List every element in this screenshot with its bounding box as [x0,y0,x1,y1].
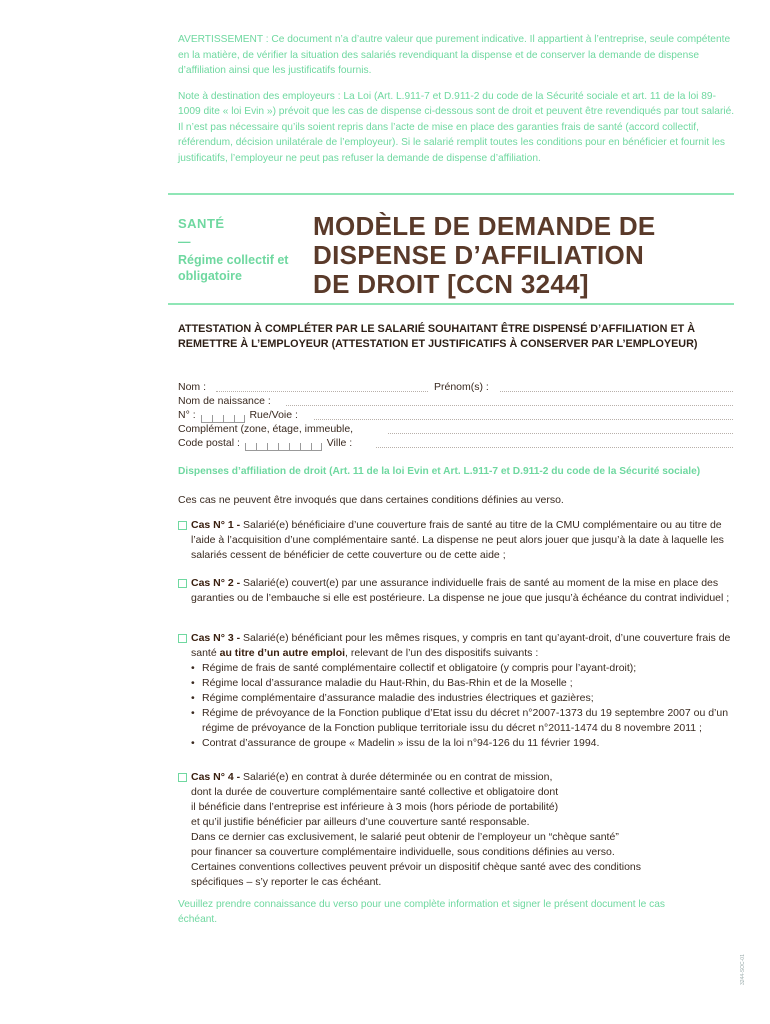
warning-block [178,32,738,176]
case-4-line: pour financer sa couverture complémentaire individuelle, sous conditions définies au verso. [191,846,615,858]
form-row-address [178,408,733,422]
dispenses-title: Dispenses d’affiliation de droit (Art. 11 de la loi Evin et Art. L.911-7 et D.911-2 du code de la Sécurité sociale) [178,466,701,477]
case-4-line: Salarié(e) en contrat à durée déterminée ou en contrat de mission, [240,771,553,783]
ville-field[interactable] [376,447,733,448]
dispenses-subtitle: Ces cas ne peuvent être invoqués que dans certaines conditions définies au verso. [178,494,564,506]
title-line-2: DISPENSE D’AFFILIATION [313,240,645,270]
case-2-label: Cas N° 2 - [191,577,241,589]
numero-boxes[interactable] [201,413,245,422]
case-4-line: dont la durée de couverture complémentaire santé collective et obligatoire dont [191,786,559,798]
case-3 [178,631,736,751]
prenom-label: Prénom(s) : [434,381,489,393]
case-4-line: Certaines conventions collectives peuvent prévoir un dispositif chèque santé avec des conditions [191,861,642,873]
category-dash: — [178,235,191,249]
employer-note-paragraph: Note à destination des employeurs : La Loi (Art. L.911-7 et D.911-2 du code de la Sécurité sociale et art. 11 de la loi 89-1009 dite « loi Evin ») prévoit que les cas de dispense ci-dessous sont de droit et peuvent être revendiqués par tout salarié. Il n’est pas nécessaire qu’ils soient repris dans l’acte de mise en place des garanties frais de santé (accord collectif, référendum, décision unilatérale de l’employeur). Si le salarié remplit toutes les conditions pour en bénéficier et fournit les justificatifs, l’employeur ne peut pas refuser la demande de dispense d’affiliation. [178,90,735,164]
code-postal-boxes[interactable] [245,441,322,450]
category-sidebar [178,216,303,284]
warning-paragraph: AVERTISSEMENT : Ce document n’a d’autre valeur que purement indicative. Il appartient à l’entreprise, seule compétente en la matière, de vérifier la situation des salariés revendiquant la dispense et de conserver la demande de dispense d’affiliation ainsi que les justificatifs fournis. [178,34,731,76]
case-1-checkbox[interactable] [178,521,187,530]
case-3-item: • Régime local d’assurance maladie du Haut-Rhin, du Bas-Rhin et de la Moselle ; [191,676,736,691]
case-4-line: spécifiques – s’y reporter le cas échéant. [191,876,382,888]
case-1-label: Cas N° 1 - [191,519,241,531]
title-divider [168,303,734,305]
document-title [313,212,733,299]
case-2 [178,576,736,606]
complement-field[interactable] [388,433,733,434]
case-3-text-b: , relevant de l’un des dispositifs suivants : [345,647,539,659]
case-1 [178,518,736,563]
title-line-3: DE DROIT [CCN 3244] [313,269,589,299]
prenom-field[interactable] [500,391,733,392]
numero-label: N° : [178,409,196,421]
case-3-checkbox[interactable] [178,634,187,643]
case-4-line: Dans ce dernier cas exclusivement, le salarié peut obtenir de l’employeur un “chèque santé” [191,831,619,843]
case-3-item: • Régime de frais de santé complémentaire collectif et obligatoire (y compris pour l’ayant-droit); [191,661,736,676]
case-3-list [191,661,736,751]
document-reference: 3244-SOC-01 [740,954,746,985]
top-divider [168,193,734,195]
rue-label: Rue/Voie : [249,409,298,421]
case-4-line: et qu’il justifie bénéficier par ailleurs d’une couverture santé responsable. [191,816,530,828]
case-4-label: Cas N° 4 - [191,771,241,783]
nom-field[interactable] [216,391,428,392]
rue-field[interactable] [314,419,733,420]
case-4-checkbox[interactable] [178,773,187,782]
complement-label: Complément (zone, étage, immeuble, [178,423,354,435]
case-3-item: • Régime complémentaire d’assurance maladie des industries électriques et gazières; [191,691,736,706]
case-3-item: • Régime de prévoyance de la Fonction publique d’Etat issu du décret n°2007-1373 du 19 septembre 2007 ou d’un régime de prévoyance de la Fonction publique territoriale issu du décret n°2011-1474 du 8 novembre 2011 ; [191,706,736,736]
case-3-item: • Contrat d’assurance de groupe « Madelin » issu de la loi n°94-126 du 11 février 1994. [191,736,736,751]
category-regime: Régime collectif et obligatoire [178,253,289,283]
case-3-label: Cas N° 3 - [191,632,241,644]
case-2-checkbox[interactable] [178,579,187,588]
form-row-complement [178,422,733,436]
naissance-field[interactable] [286,405,733,406]
footer-note: Veuillez prendre connaissance du verso pour une complète information et signer le présent document le cas échéant. [178,899,666,925]
attestation-heading: ATTESTATION À COMPLÉTER PAR LE SALARIÉ SOUHAITANT ÊTRE DISPENSÉ D’AFFILIATION ET À REMETTRE À L’EMPLOYEUR (ATTESTATION ET JUSTIFICATIFS À CONSERVER PAR L’EMPLOYEUR) [178,323,698,350]
form-row-name [178,380,733,394]
case-3-bold: au titre d’un autre emploi [219,647,346,659]
title-line-1: MODÈLE DE DEMANDE DE [313,211,656,241]
identity-form [178,380,733,450]
form-row-birthname [178,394,733,408]
code-postal-label: Code postal : [178,437,240,449]
nom-label: Nom : [178,381,207,393]
naissance-label: Nom de naissance : [178,395,271,407]
case-3-text-a: Salarié(e) bénéficiant pour les mêmes risques, y compris en tant qu’ayant-droit, d’une couverture frais de santé [191,632,731,659]
category-sante: SANTÉ [178,216,225,231]
form-row-postal [178,436,733,450]
case-2-text: Salarié(e) couvert(e) par une assurance individuelle frais de santé au moment de la mise en place des garanties ou de l’embauche si elle est postérieure. La dispense ne joue que jusqu’à échéance du contrat individuel ; [191,577,730,604]
case-4 [178,770,736,890]
ville-label: Ville : [326,437,353,449]
case-1-text: Salarié(e) bénéficiaire d’une couverture frais de santé au titre de la CMU complémentaire ou au titre de l’aide à l’acquisition d’une complémentaire santé. La dispense ne peut alors jouer que jusqu’à la date à laquelle les salariés cessent de bénéficier de cette couverture ou de cette aide ; [191,519,724,561]
case-4-line: il bénéficie dans l’entreprise est inférieure à 3 mois (hors période de portabilité) [191,801,559,813]
